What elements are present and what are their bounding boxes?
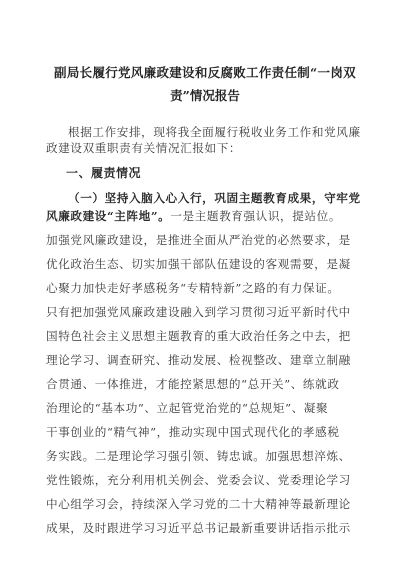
body-line: 加强党风廉政建设，是推进全面从严治党的必然要求，是 [46, 233, 351, 247]
body-line: 成果，及时跟进学习习近平总书记最新重要讲话指示批示 [46, 521, 351, 535]
body-line: 合贯通、一体推进，才能控紧思想的“总开关”、练就政 [46, 377, 340, 391]
body-line: 中心组学习会，持续深入学习党的二十大精神等最新理论 [46, 497, 351, 511]
body-line: 干事创业的“精气神”，推动实现中国式现代化的孝感税 [46, 425, 340, 439]
intro-line-1: 根据工作安排，现将我全面履行税收业务工作和党风廉 [68, 125, 361, 139]
body-line: 治理论的“基本功”、立起管党治党的“总规矩”、凝聚 [46, 401, 329, 415]
item-heading-bold: 风廉政建设“主阵地”。 [46, 209, 171, 223]
item-heading-tail: 一是主题教育强认识，提站位。 [170, 209, 342, 223]
section-heading: 一、履责情况 [66, 166, 142, 180]
item-heading-line-1: （一）坚持入脑入心入行，巩固主题教育成果，守牢党 [68, 191, 361, 205]
body-line: 务实践。二是理论学习强引领、铸忠诚。加强思想淬炼、 [46, 449, 351, 463]
body-line: 理论学习、调查研究、推动发展、检视整改、建章立制融 [46, 353, 351, 367]
intro-line-2: 政建设双重职责有关情况汇报如下： [46, 141, 242, 155]
body-line: 心聚力加快走好孝感税务“专精特新”之路的有力保证。 [46, 281, 340, 295]
body-line: 国特色社会主义思想主题教育的重大政治任务之中去，把 [46, 329, 351, 343]
body-line: 优化政治生态、切实加强干部队伍建设的客观需要，是凝 [46, 257, 351, 271]
body-line: 只有把加强党风廉政建设融入到学习贯彻习近平新时代中 [46, 305, 351, 319]
document-title-line-2: 责”情况报告 [170, 88, 240, 103]
item-heading-line-2 [46, 208, 341, 224]
document-title-line-1: 副局长履行党风廉政建设和反腐败工作责任制“一岗双 [54, 65, 356, 80]
body-line: 党性锻炼，充分利用机关例会、党委会议、党委理论学习 [46, 473, 351, 487]
